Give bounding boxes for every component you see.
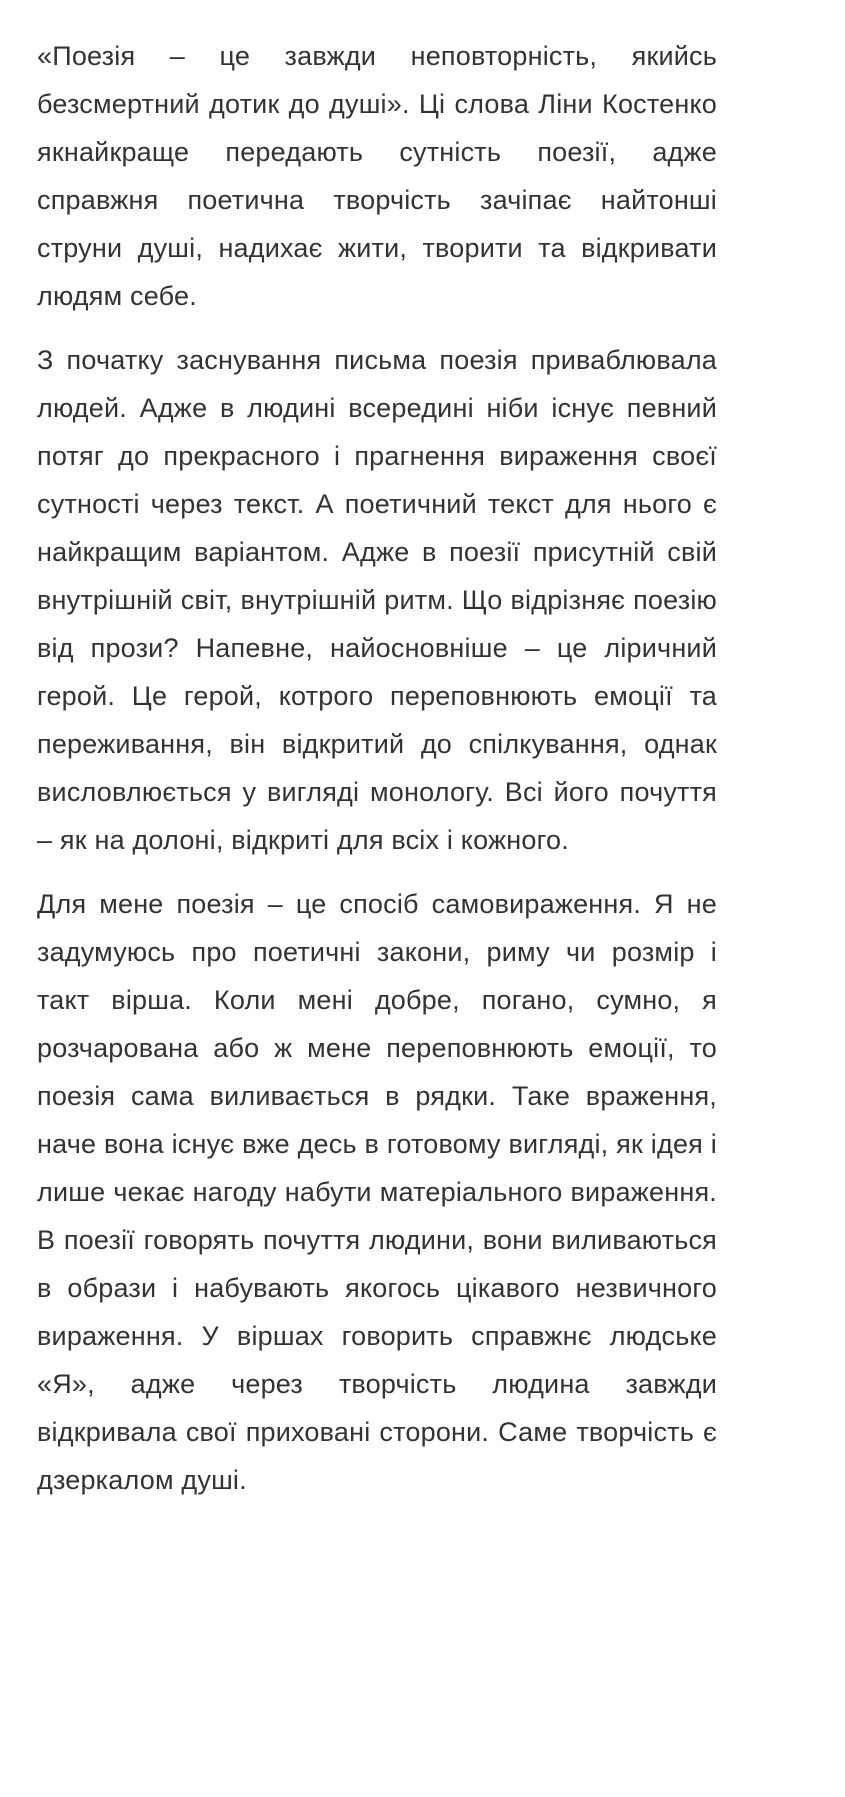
article-body — [37, 32, 717, 1520]
paragraph-2: З початку заснування письма поезія приваблювала людей. Адже в людині всередині ніби існує певний потяг до прекрасного і прагнення вираження своєї сутності через текст. А поетичний текст для нього є найкращим варіантом. Адже в поезії присутній свій внутрішній світ, внутрішній ритм. Що відрізняє поезію від прози? Напевне, найосновніше – це ліричний герой. Це герой, котрого переповнюють емоції та переживання, він відкритий до спілкування, однак висловлюється у вигляді монологу. Всі його почуття – як на долоні, відкриті для всіх і кожного. — [37, 345, 717, 855]
paragraph-3: Для мене поезія – це спосіб самовираження. Я не задумуюсь про поетичні закони, риму чи розмір і такт вірша. Коли мені добре, погано, сумно, я розчарована або ж мене переповнюють емоції, то поезія сама виливається в рядки. Таке враження, наче вона існує вже десь в готовому вигляді, як ідея і лише чекає нагоду набути матеріального вираження. В поезії говорять почуття людини, вони виливаються в образи і набувають якогось цікавого незвичного вираження. У віршах говорить справжнє людське «Я», адже через творчість людина завжди відкривала свої приховані сторони. Саме творчість є дзеркалом душі. — [37, 889, 717, 1495]
paragraph-1: «Поезія – це завжди неповторність, якийсь безсмертний дотик до душі». Ці слова Ліни Костенко якнайкраще передають сутність поезії, адже справжня поетична творчість зачіпає найтонші струни душі, надихає жити, творити та відкривати людям себе. — [37, 41, 717, 311]
